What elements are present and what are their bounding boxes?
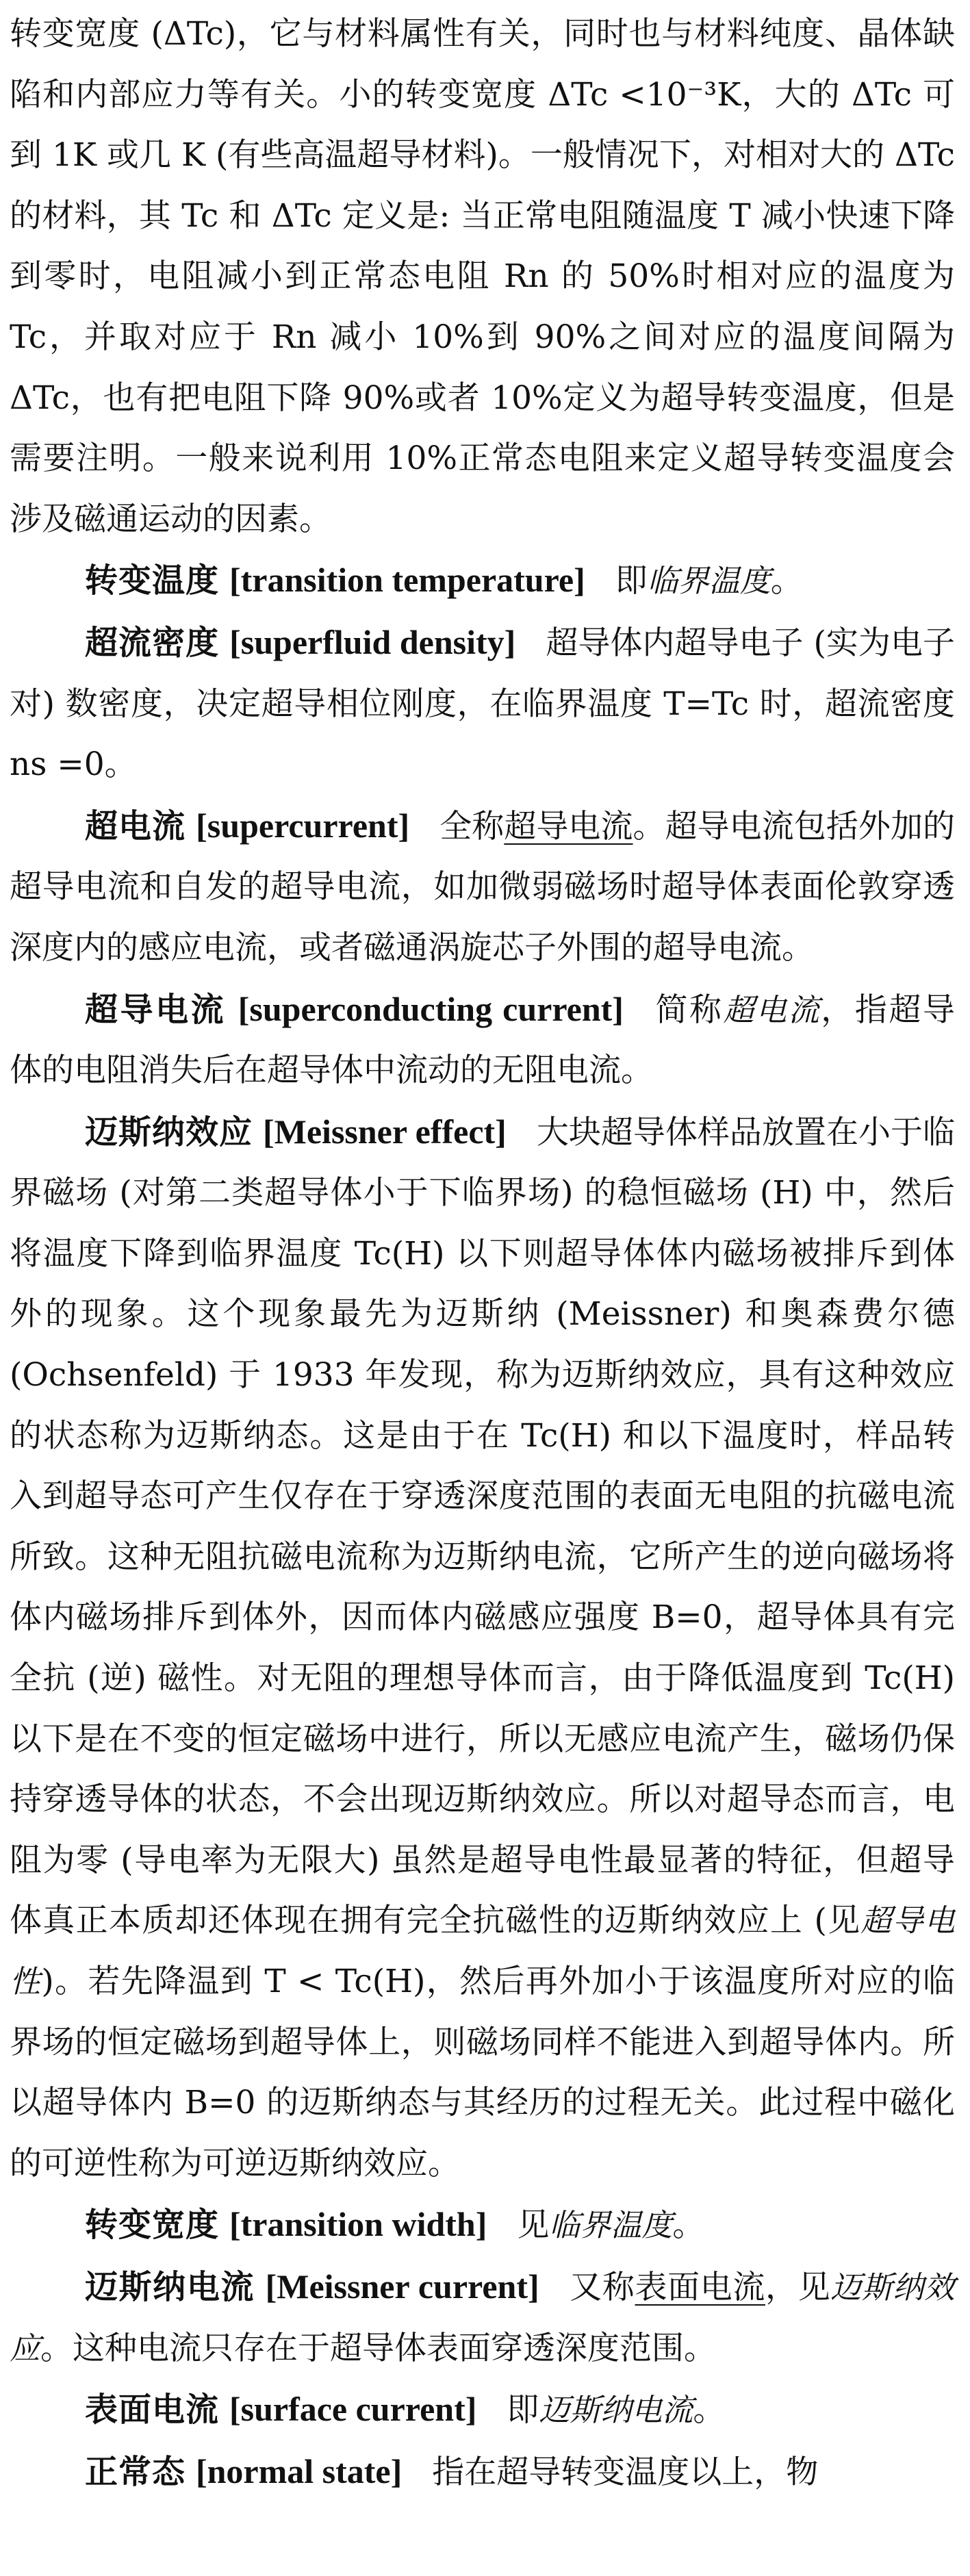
- entry-superfluid-density: [10, 612, 955, 795]
- cross-reference[interactable]: 临界温度: [647, 563, 771, 600]
- continuation-paragraph: 转变宽度 (ΔTc)，它与材料属性有关，同时也与材料纯度、晶体缺陷和内部应力等有关。小的转变宽度 ΔTc <10⁻³K，大的 ΔTc 可到 1K 或几 K (有些高温超导材料)。一般情况下，对相对大的 ΔTc 的材料，其 Tc 和 ΔTc 定义是: 当正常电阻随温度 T 减小快速下降到零时，电阻减小到正常态电阻 Rn 的 50%时相对应的温度为 Tc，并取对应于 Rn 减小 10%到 90%之间对应的温度间隔为 ΔTc，也有把电阻下降 90%或者 10%定义为超导转变温度，但是需要注明。一般来说利用 10%正常态电阻来定义超导转变温度会涉及磁通运动的因素。: [10, 15, 955, 538]
- entry-meissner-current: 迈斯纳电流 [Meissner current] 又称表面电流，见迈斯纳效应。这种电流只存在于超导体表面穿透深度范围。: [10, 2267, 956, 2367]
- cross-reference[interactable]: 超电流: [723, 991, 821, 1028]
- entry-text: 见: [517, 2206, 550, 2245]
- entry-transition-width: 转变宽度 [transition width] 见临界温度。: [85, 2205, 705, 2245]
- cross-reference[interactable]: 迈斯纳电流: [539, 2392, 693, 2429]
- entry-english: [transition width]: [229, 2205, 487, 2244]
- underlined-link[interactable]: 表面电流: [635, 2268, 765, 2306]
- entry-term: 超电流: [85, 806, 186, 845]
- entry-text: 简称: [653, 991, 724, 1029]
- entry-english: [Meissner effect]: [263, 1112, 507, 1151]
- entry-transition-temperature: 转变温度 [transition temperature] 即临界温度。: [85, 561, 803, 600]
- entry-text: 又称: [569, 2268, 635, 2306]
- entry-english: [Meissner current]: [265, 2267, 539, 2306]
- underlined-link[interactable]: 超导电流: [504, 807, 633, 845]
- entry-term: 超导电流: [85, 990, 227, 1029]
- entry-term: 迈斯纳电流: [85, 2267, 255, 2306]
- entry-english: [superfluid density]: [229, 622, 516, 661]
- entry-english: [supercurrent]: [196, 806, 410, 845]
- entry-english: [normal state]: [195, 2451, 403, 2490]
- entry-english: [transition temperature]: [229, 561, 585, 600]
- entry-text: 即: [507, 2391, 539, 2430]
- entry-term: 表面电流: [85, 2390, 220, 2430]
- entry-surface-current: 表面电流 [surface current] 即迈斯纳电流。: [85, 2390, 726, 2430]
- entry-english: [superconducting current]: [238, 989, 624, 1028]
- cross-reference[interactable]: 迈斯纳效应: [10, 2269, 956, 2367]
- entry-text: 全称: [439, 807, 505, 845]
- entry-text: 大块超导体样品放置在小于临界磁场 (对第二类超导体小于下临界场) 的稳恒磁场 (H) 中，然后将温度下降到临界温度 Tc(H) 以下则超导体体内磁场被排斥到体外的现象。这个现象最先为迈斯纳 (Meissner) 和奥森费尔德 (Ochsenfeld) 于 1933 年发现，称为迈斯纳效应，具有这种效应的状态称为迈斯纳态。这是由于在 Tc(H) 和以下温度时，样品转入到超导态可产生仅存在于穿透深度范围的表面无电阻的抗磁电流所致。这种无阻抗磁电流称为迈斯纳电流，它所产生的逆向磁场将体内磁场排斥到体外，因而体内磁感应强度 B=0，超导体具有完全抗 (逆) 磁性。对无阻的理想导体而言，由于降低温度到 Tc(H) 以下是在不变的恒定磁场中进行，所以无感应电流产生，磁场仍保持穿透导体的状态，不会出现迈斯纳效应。所以对超导态而言，电阻为零 (导电率为无限大) 虽然是超导电性最显著的特征，但超导体真正本质却还体现在拥有完全抗磁性的迈斯纳效应上 (见: [10, 1113, 955, 1940]
- entry-text: 指在超导转变温度以上，物: [432, 2453, 819, 2491]
- entry-english: [surface current]: [229, 2390, 477, 2429]
- cross-reference[interactable]: 超导电性: [10, 1902, 955, 2000]
- entry-normal-state: [10, 2441, 955, 2503]
- entry-text: 超导体内超导电子 (实为电子对) 数密度，决定超导相位刚度，在临界温度 T=Tc 时，超流密度 ns =0。: [10, 624, 955, 784]
- entry-term: 转变温度: [85, 561, 220, 600]
- entry-text: 即: [615, 562, 648, 600]
- cross-reference[interactable]: 临界温度: [549, 2207, 673, 2244]
- entry-term: 超流密度: [85, 623, 220, 662]
- entry-meissner-effect: 迈斯纳效应 [Meissner effect] 大块超导体样品放置在小于临界磁场 (对第二类超导体小于下临界场) 的稳恒磁场 (H) 中，然后将温度下降到临界温度 Tc(H) 以下则超导体体内磁场被排斥到体外的现象。这个现象最先为迈斯纳 (Meissner) 和奥森费尔德 (Ochsenfeld) 于 1933 年发现，称为迈斯纳效应，具有这种效应的状态称为迈斯纳态。这是由于在 Tc(H) 和以下温度时，样品转入到超导态可产生仅存在于穿透深度范围的表面无电阻的抗磁电流所致。这种无阻抗磁电流称为迈斯纳电流，它所产生的逆向磁场将体内磁场排斥到体外，因而体内磁感应强度 B=0，超导体具有完全抗 (逆) 磁性。对无阻的理想导体而言，由于降低温度到 Tc(H) 以下是在不变的恒定磁场中进行，所以无感应电流产生，磁场仍保持穿透导体的状态，不会出现迈斯纳效应。所以对超导态而言，电阻为零 (导电率为无限大) 虽然是超导电性最显著的特征，但超导体真正本质却还体现在拥有完全抗磁性的迈斯纳效应上 (见超导电性)。若先降温到 T < Tc(H)，然后再外加小于该温度所对应的临界场的恒定磁场到超导体上，则磁场同样不能进入到超导体内。所以超导体内 B=0 的迈斯纳态与其经历的过程无关。此过程中磁化的可逆性称为可逆迈斯纳效应。: [10, 1112, 955, 2182]
- entry-term: 迈斯纳效应: [85, 1112, 253, 1151]
- entry-term: 正常态: [85, 2452, 186, 2491]
- entry-term: 转变宽度: [85, 2206, 220, 2245]
- entry-superconducting-current: 超导电流 [superconducting current] 简称超电流，指超导体的电阻消失后在超导体中流动的无阻电流。: [10, 989, 955, 1090]
- entry-supercurrent: 超电流 [supercurrent] 全称超导电流。超导电流包括外加的超导电流和自发的超导电流，如加微弱磁场时超导体表面伦敦穿透深度内的感应电流，或者磁通涡旋芯子外围的超导电流。: [10, 806, 955, 967]
